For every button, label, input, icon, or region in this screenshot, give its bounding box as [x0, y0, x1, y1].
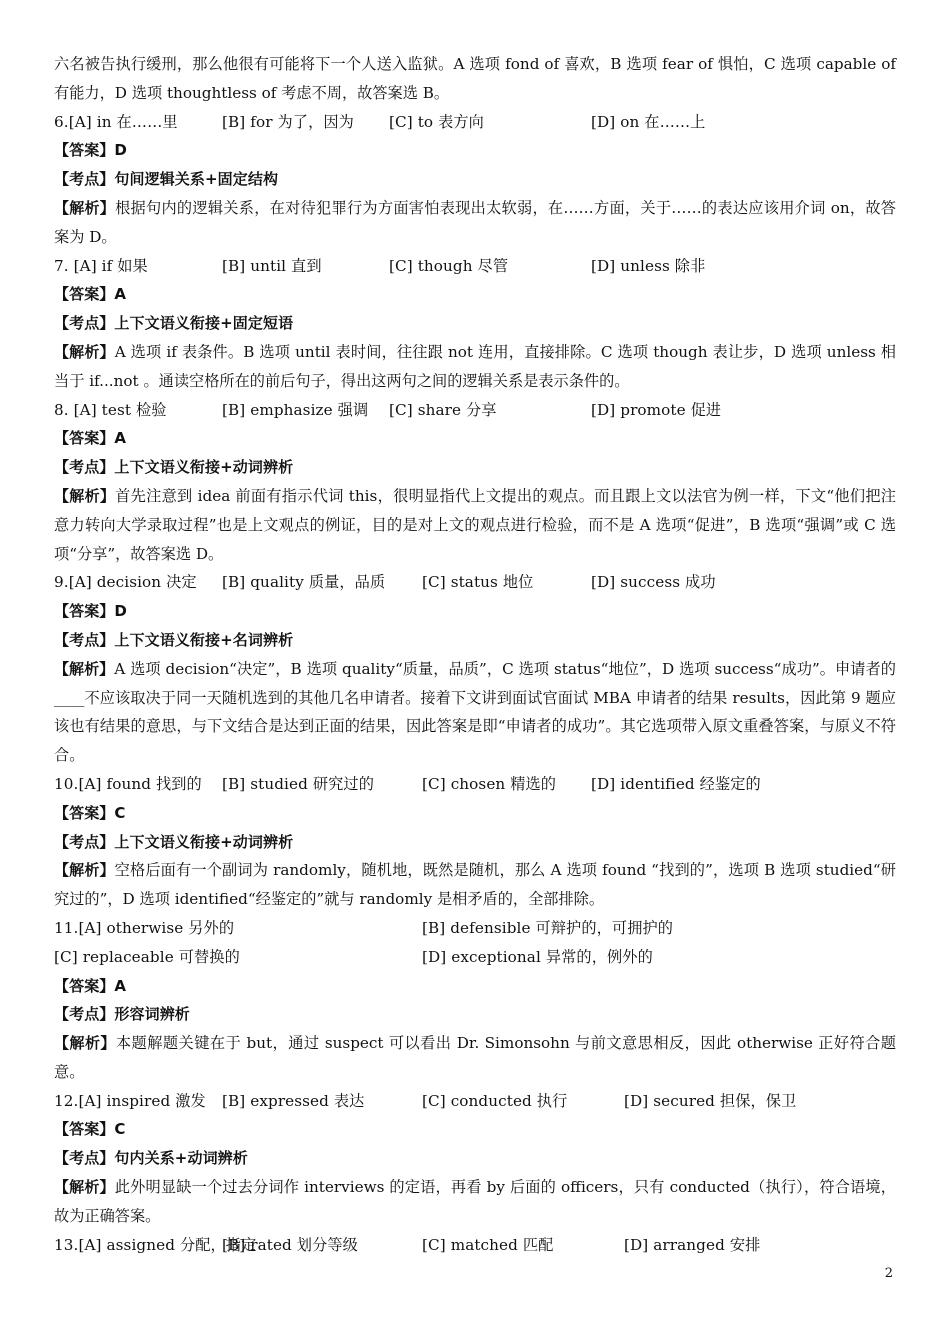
q11-options-row1	[54, 914, 896, 943]
q8-option-c: [C] share 分享	[389, 400, 497, 419]
q11-answer: 【答案】A	[54, 976, 127, 995]
q9-option-b: [B] quality 质量，品质	[222, 573, 386, 592]
q10-analysis-text: 空格后面有一个副词为 randomly，随机地，既然是随机，那么 A 选项 found “找到的”，选项 B 选项 studied“研究过的”，D 选项 identified“经鉴定的”就与 randomly 是相矛盾的，全部排除。	[54, 861, 896, 909]
q13-option-b: [B] rated 划分等级	[222, 1235, 358, 1254]
q7-point: 【考点】上下文语义衔接+固定短语	[54, 314, 294, 333]
page-number: 2	[884, 1266, 893, 1281]
q8-option-a: 8. [A] test 检验	[54, 400, 167, 419]
q11-option-b: [B] defensible 可辩护的，可拥护的	[422, 918, 674, 937]
q9-option-a: 9.[A] decision 决定	[54, 573, 197, 592]
q8-option-d: [D] promote 促进	[591, 400, 722, 419]
q9-options	[54, 568, 896, 597]
q8-analysis-text: 首先注意到 idea 前面有指示代词 this，很明显指代上文提出的观点。而且跟上文以法官为例一样，下文“他们把注意力转向大学录取过程”也是上文观点的例证，目的是对上文的观点进行检验，而不是 A 选项“促进”，B 选项“强调”或 C 选项“分享”，故答案选 D。	[54, 486, 896, 563]
q7-option-a: 7. [A] if 如果	[54, 256, 148, 275]
q10-option-d: [D] identified 经鉴定的	[591, 774, 761, 793]
q10-option-a: 10.[A] found 找到的	[54, 774, 202, 793]
q13-options	[54, 1231, 896, 1260]
q12-option-c: [C] conducted 执行	[422, 1091, 568, 1110]
q8-analysis	[54, 482, 896, 568]
q7-option-c: [C] though 尽管	[389, 256, 509, 275]
q6-analysis-label: 【解析】	[54, 198, 116, 217]
q7-answer: 【答案】A	[54, 285, 127, 304]
q12-options	[54, 1087, 896, 1116]
q7-options	[54, 252, 896, 281]
q10-analysis-label: 【解析】	[54, 861, 115, 880]
q11-analysis	[54, 1029, 896, 1087]
q11-analysis-label: 【解析】	[54, 1034, 116, 1053]
q7-option-b: [B] until 直到	[222, 256, 322, 275]
q12-point: 【考点】句内关系+动词辨析	[54, 1149, 248, 1168]
q8-point: 【考点】上下文语义衔接+动词辨析	[54, 458, 294, 477]
q8-options	[54, 396, 896, 425]
q10-answer: 【答案】C	[54, 803, 126, 822]
q6-option-c: [C] to 表方向	[389, 112, 484, 131]
q6-answer: 【答案】D	[54, 141, 127, 160]
q6-option-b: [B] for 为了，因为	[222, 112, 354, 131]
q10-point: 【考点】上下文语义衔接+动词辨析	[54, 832, 294, 851]
document-page	[54, 50, 896, 1259]
q9-option-c: [C] status 地位	[422, 573, 534, 592]
q13-option-d: [D] arranged 安排	[624, 1235, 761, 1254]
intro-paragraph: 六名被告执行缓刑，那么他很有可能将下一个人送入监狱。A 选项 fond of 喜欢，B 选项 fear of 惧怕，C 选项 capable of 有能力，D 选项 thoughtless of 考虑不周，故答案选 B。	[54, 55, 896, 102]
q10-option-c: [C] chosen 精选的	[422, 774, 557, 793]
q12-option-b: [B] expressed 表达	[222, 1091, 365, 1110]
q12-analysis	[54, 1173, 896, 1231]
q7-analysis-text: A 选项 if 表条件。B 选项 until 表时间，往往跟 not 连用，直接排除。C 选项 though 表让步，D 选项 unless 相当于 if...not 。通读空格所在的前后句子，得出这两句之间的逻辑关系是表示条件的。	[54, 342, 896, 390]
q10-options	[54, 770, 896, 799]
q12-analysis-text: 此外明显缺一个过去分词作 interviews 的定语，再看 by 后面的 officers，只有 conducted（执行），符合语境，故为正确答案。	[54, 1178, 896, 1225]
q9-analysis-text: A 选项 decision“决定”，B 选项 quality“质量，品质”，C 选项 status“地位”，D 选项 success“成功”。申请者的____不应该取决于同一天随机选到的其他几名申请者。接着下文讲到面试官面试 MBA 申请者的结果 results，因此第 9 题应该也有结果的意思，与下文结合是达到正面的结果，因此答案是即“申请者的成功”。其它选项带入原文重叠答案，与原义不符合。	[54, 659, 896, 765]
q11-options-row2	[54, 943, 896, 972]
q9-analysis	[54, 655, 896, 770]
q6-point: 【考点】句间逻辑关系+固定结构	[54, 170, 279, 189]
q9-answer: 【答案】D	[54, 602, 127, 621]
q11-option-a: 11.[A] otherwise 另外的	[54, 918, 235, 937]
q6-analysis-text: 根据句内的逻辑关系，在对待犯罪行为方面害怕表现出太软弱，在……方面，关于……的表达应该用介词 on，故答案为 D。	[54, 198, 896, 246]
q13-option-a: 13.[A] assigned 分配，指定	[54, 1235, 257, 1254]
q11-analysis-text: 本题解题关键在于 but，通过 suspect 可以看出 Dr. Simonsohn 与前文意思相反，因此 otherwise 正好符合题意。	[54, 1034, 896, 1081]
q11-option-c: [C] replaceable 可替换的	[54, 947, 240, 966]
q6-options	[54, 108, 896, 137]
q8-answer: 【答案】A	[54, 429, 127, 448]
q10-option-b: [B] studied 研究过的	[222, 774, 374, 793]
q7-analysis	[54, 338, 896, 396]
q12-analysis-label: 【解析】	[54, 1178, 115, 1197]
q9-option-d: [D] success 成功	[591, 573, 716, 592]
q6-option-d: [D] on 在……上	[591, 112, 706, 131]
q11-point: 【考点】形容词辨析	[54, 1005, 190, 1024]
q12-option-d: [D] secured 担保，保卫	[624, 1091, 797, 1110]
q11-option-d: [D] exceptional 异常的，例外的	[422, 947, 653, 966]
q8-analysis-label: 【解析】	[54, 486, 116, 505]
q13-option-c: [C] matched 匹配	[422, 1235, 554, 1254]
q9-analysis-label: 【解析】	[54, 659, 115, 678]
q12-answer: 【答案】C	[54, 1120, 126, 1139]
q6-analysis	[54, 194, 896, 252]
q7-option-d: [D] unless 除非	[591, 256, 706, 275]
q12-option-a: 12.[A] inspired 激发	[54, 1091, 206, 1110]
q8-option-b: [B] emphasize 强调	[222, 400, 369, 419]
q6-option-a: 6.[A] in 在……里	[54, 112, 178, 131]
q7-analysis-label: 【解析】	[54, 342, 115, 361]
q9-point: 【考点】上下文语义衔接+名词辨析	[54, 630, 294, 649]
q10-analysis	[54, 856, 896, 914]
